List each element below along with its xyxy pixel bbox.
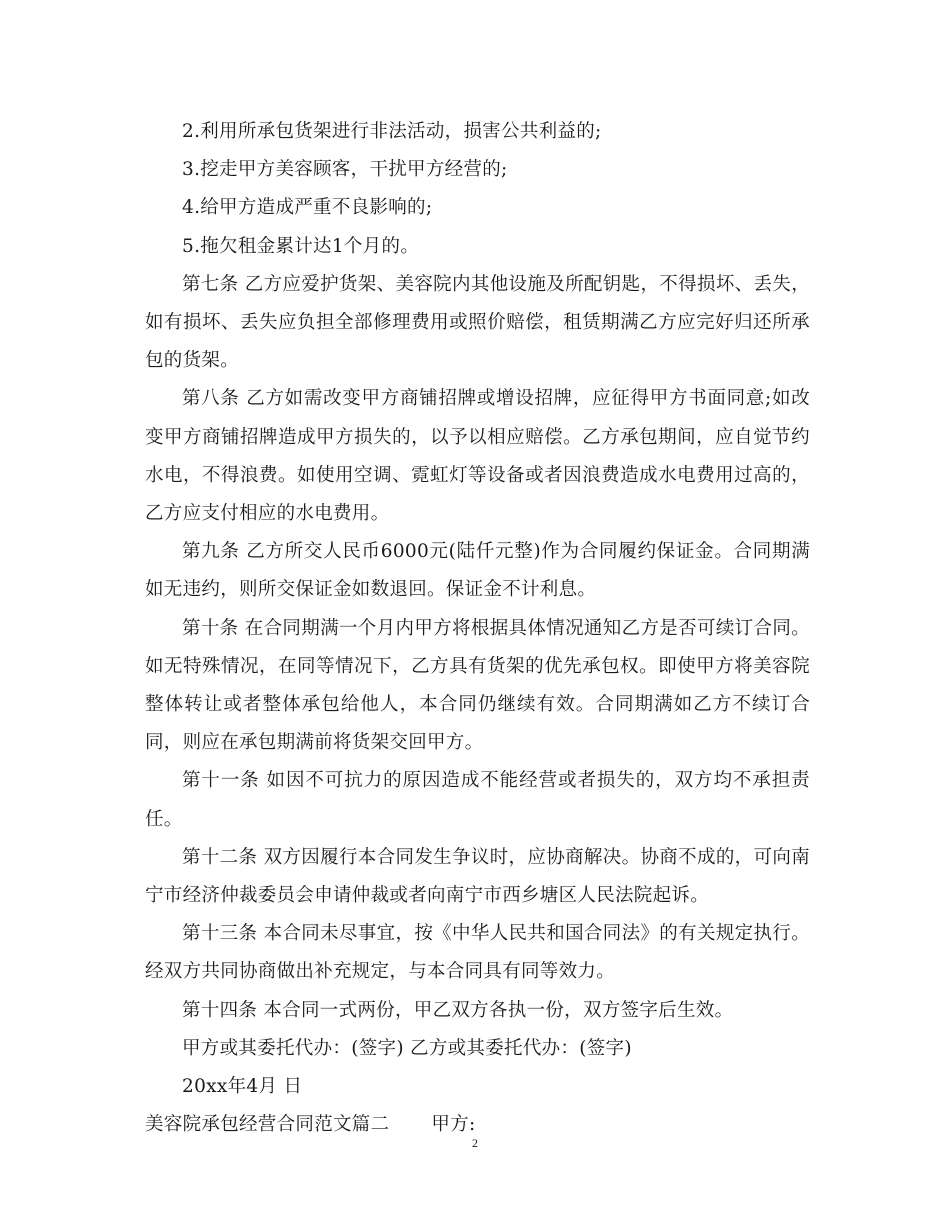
article-12: 第十二条 双方因履行本合同发生争议时，应协商解决。协商不成的，可向南宁市经济仲裁委员会申请仲裁或者向南宁市西乡塘区人民法院起诉。 bbox=[145, 846, 810, 907]
signature-line: 甲方或其委托代办：(签字) 乙方或其委托代办：(签字) bbox=[182, 1037, 632, 1059]
next-section-title: 美容院承包经营合同范文篇二 bbox=[145, 1114, 390, 1136]
article-9: 第九条 乙方所交人民币6000元(陆仟元整)作为合同履约保证金。合同期满如无违约，则所交保证金如数退回。保证金不计利息。 bbox=[145, 541, 810, 601]
article-7: 第七条 乙方应爱护货架、美容院内其他设施及所配钥匙，不得损坏、丢失，如有损坏、丢失应负担全部修理费用或照价赔偿，租赁期满乙方应完好归还所承包的货架。 bbox=[145, 273, 810, 372]
document-body bbox=[145, 113, 810, 1144]
article-14: 第十四条 本合同一式两份，甲乙双方各执一份，双方签字后生效。 bbox=[182, 999, 734, 1021]
date-line: 20xx年4月 日 bbox=[182, 1076, 303, 1098]
clause-item-4: 4.给甲方造成严重不良影响的; bbox=[182, 197, 433, 219]
clause-item-5: 5.拖欠租金累计达1个月的。 bbox=[182, 235, 420, 257]
article-11: 第十一条 如因不可抗力的原因造成不能经营或者损失的，双方均不承担责任。 bbox=[145, 770, 810, 830]
clause-item-3: 3.挖走甲方美容顾客，干扰甲方经营的; bbox=[182, 159, 508, 181]
article-13: 第十三条 本合同未尽事宜，按《中华人民共和国合同法》的有关规定执行。经双方共同协商做出补充规定，与本合同具有同等效力。 bbox=[145, 923, 810, 983]
article-8: 第八条 乙方如需改变甲方商铺招牌或增设招牌，应征得甲方书面同意;如改变甲方商铺招牌造成甲方损失的，以予以相应赔偿。乙方承包期间，应自觉节约水电，不得浪费。如使用空调、霓虹灯等设备或者因浪费造成水电费用过高的，乙方应支付相应的水电费用。 bbox=[145, 388, 810, 525]
article-10: 第十条 在合同期满一个月内甲方将根据具体情况通知乙方是否可续订合同。如无特殊情况，在同等情况下，乙方具有货架的优先承包权。即使甲方将美容院整体转让或者整体承包给他人，本合同仍继续有效。合同期满如乙方不续订合同，则应在承包期满前将货架交回甲方。 bbox=[145, 617, 810, 754]
clause-item-2: 2.利用所承包货架进行非法活动，损害公共利益的; bbox=[182, 121, 602, 142]
page-number: 2 bbox=[472, 1136, 478, 1150]
party-a-label: 甲方: bbox=[431, 1114, 476, 1136]
